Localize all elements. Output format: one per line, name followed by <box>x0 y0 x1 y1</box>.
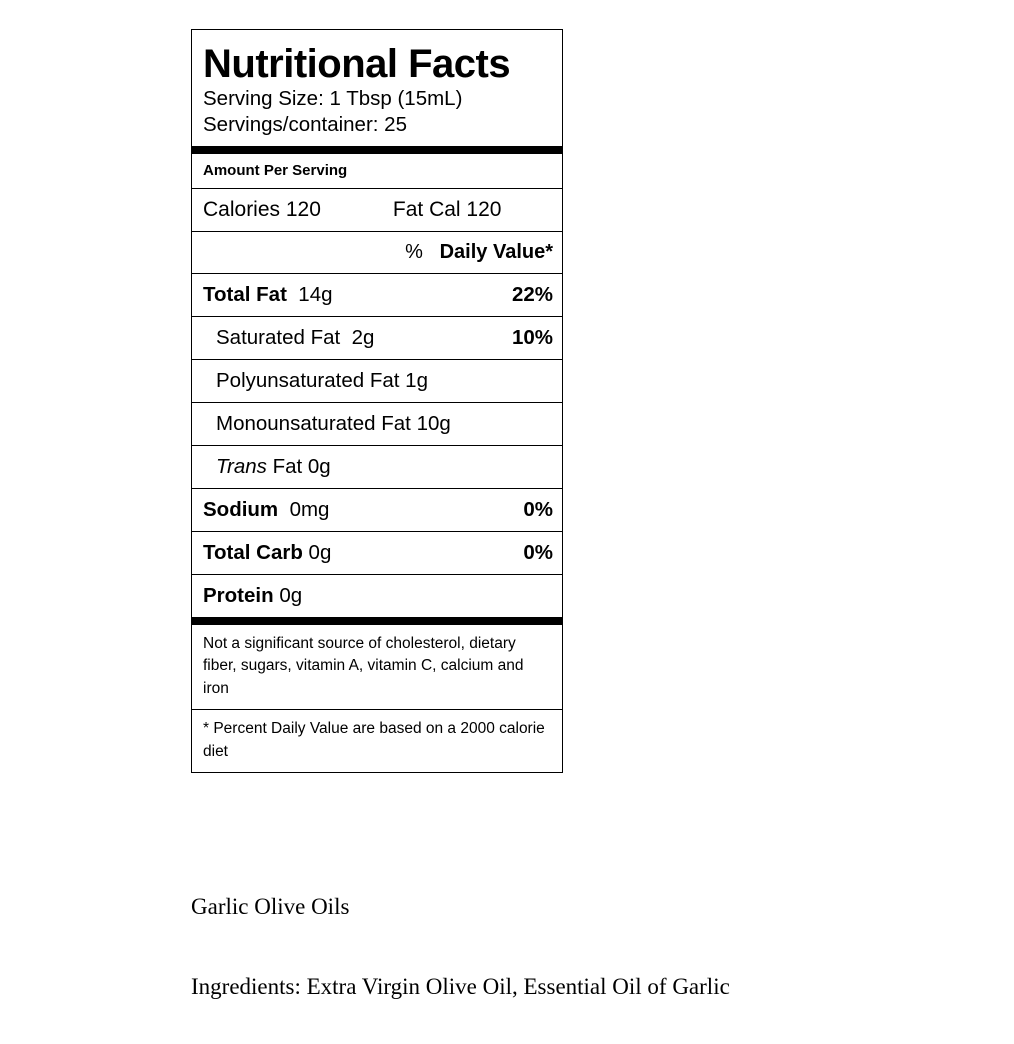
nutrient-daily-value: 0% <box>523 540 553 564</box>
amount-per-serving-label: Amount Per Serving <box>192 146 562 188</box>
nutrient-amount: Fat 0g <box>266 454 331 478</box>
footnote-not-significant: Not a significant source of cholesterol, dietary fiber, sugars, vitamin A, vitamin C, calcium and iron <box>192 617 562 709</box>
fat-calories-label: Fat Cal 120 <box>392 197 502 221</box>
nutrient-label <box>216 412 451 436</box>
page-title: Nutritional Facts <box>203 42 511 86</box>
nutrient-amount: Polyunsaturated Fat 1g <box>216 368 428 392</box>
table-row <box>192 531 562 574</box>
calories-label: Calories 120 <box>203 197 321 221</box>
nutrient-label <box>203 541 331 565</box>
nutrient-daily-value: 0% <box>523 497 553 521</box>
nutrient-label <box>216 369 428 393</box>
table-row <box>192 273 562 316</box>
serving-size-text: Serving Size: 1 Tbsp (15mL) <box>203 87 463 111</box>
table-row <box>192 316 562 359</box>
nutrient-label <box>203 498 329 522</box>
product-name: Garlic Olive Oils <box>191 894 350 919</box>
footnote-daily-value: * Percent Daily Value are based on a 2000 calorie diet <box>192 709 562 772</box>
nutrient-amount: 0g <box>302 540 332 564</box>
nutrient-amount: Monounsaturated Fat 10g <box>216 411 451 435</box>
nutrient-name: Trans <box>216 454 267 478</box>
nutrient-label <box>203 283 333 307</box>
table-row <box>192 488 562 531</box>
daily-value-header: Daily Value* <box>439 240 553 263</box>
table-row <box>192 359 562 402</box>
nutrition-facts-panel <box>191 29 563 773</box>
ingredients-text: Ingredients: Extra Virgin Olive Oil, Essential Oil of Garlic <box>191 973 730 999</box>
nutrient-name: Total Carb <box>203 540 303 564</box>
header-block <box>192 30 562 146</box>
nutrient-name: Sodium <box>203 497 279 521</box>
percent-symbol: % <box>405 240 423 263</box>
daily-value-header-row <box>192 231 562 273</box>
calories-row <box>192 188 562 231</box>
nutrient-amount: Saturated Fat 2g <box>216 325 375 349</box>
nutrient-name: Protein <box>203 583 274 607</box>
table-row <box>192 402 562 445</box>
nutrient-label <box>203 584 302 608</box>
table-row <box>192 574 562 617</box>
servings-per-container-text: Servings/container: 25 <box>203 113 407 137</box>
nutrient-label <box>216 455 331 479</box>
table-row <box>192 445 562 488</box>
nutrient-name: Total Fat <box>203 282 287 306</box>
caption-block <box>191 893 971 1000</box>
nutrient-amount: 14g <box>286 282 333 306</box>
nutrient-label <box>216 326 374 350</box>
nutrient-daily-value: 22% <box>511 282 553 306</box>
nutrient-daily-value: 10% <box>511 325 553 349</box>
nutrient-amount: 0g <box>273 583 303 607</box>
nutrient-amount: 0mg <box>278 497 330 521</box>
